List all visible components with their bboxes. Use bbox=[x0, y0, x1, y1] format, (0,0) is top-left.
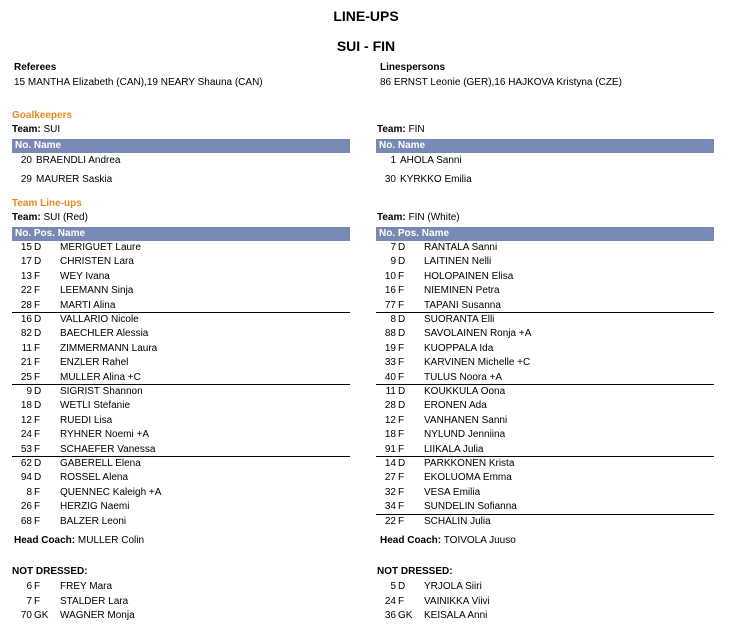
team-label: Team: bbox=[377, 124, 406, 135]
player-position: D bbox=[398, 386, 406, 397]
player-name: SCHALIN Julia bbox=[424, 515, 491, 527]
lineup-row bbox=[376, 255, 714, 269]
player-position: F bbox=[34, 581, 41, 592]
player-number: 40 bbox=[384, 371, 396, 383]
lineup-row bbox=[12, 471, 350, 485]
player-name: SIGRIST Shannon bbox=[60, 386, 143, 397]
not-dressed-row bbox=[12, 595, 350, 609]
player-number: 14 bbox=[384, 458, 396, 469]
player-number: 25 bbox=[20, 371, 32, 383]
player-position: F bbox=[34, 371, 41, 383]
lineup-row bbox=[12, 500, 350, 514]
linespersons-value: 86 ERNST Leonie (GER),16 HAJKOVA Kristyna (CZE) bbox=[380, 77, 622, 88]
player-position: F bbox=[34, 270, 41, 282]
lineup-team-left bbox=[12, 212, 88, 223]
team-label: Team: bbox=[12, 212, 41, 223]
lineup-row bbox=[12, 313, 350, 327]
player-number: 11 bbox=[21, 342, 32, 354]
lineup-header-right: No. Pos. Name bbox=[376, 227, 714, 241]
player-number: 32 bbox=[384, 486, 396, 498]
lineup-row bbox=[12, 515, 350, 529]
player-number: 22 bbox=[20, 285, 32, 297]
player-name: MERIGUET Laure bbox=[60, 242, 141, 253]
match-title: SUI - FIN bbox=[336, 38, 396, 54]
player-number: 70 bbox=[20, 610, 32, 621]
not-dressed-label-right: NOT DRESSED: bbox=[377, 566, 453, 577]
player-position: F bbox=[34, 443, 41, 455]
player-name: LAITINEN Nelli bbox=[424, 256, 492, 268]
lineup-row bbox=[12, 241, 350, 255]
player-number: 18 bbox=[20, 400, 32, 412]
player-position: GK bbox=[398, 610, 413, 621]
lineup-row bbox=[376, 414, 714, 428]
gk-header-left: No. Name bbox=[12, 139, 350, 153]
lineup-row bbox=[376, 486, 714, 500]
lineup-row bbox=[376, 342, 714, 356]
player-position: F bbox=[398, 270, 405, 282]
linespersons-label: Linespersons bbox=[380, 62, 446, 73]
player-name: RUEDI Lisa bbox=[60, 414, 113, 426]
player-position: F bbox=[398, 501, 405, 513]
lineup-row bbox=[376, 299, 714, 313]
player-number: 77 bbox=[384, 299, 396, 311]
lineup-row bbox=[376, 241, 714, 255]
player-name: NYLUND Jenniina bbox=[424, 429, 506, 441]
player-name: STALDER Lara bbox=[60, 595, 129, 607]
player-number: 22 bbox=[384, 515, 396, 527]
lineup-row bbox=[12, 327, 350, 341]
player-name: ZIMMERMANN Laura bbox=[60, 342, 158, 354]
player-name: SUNDELIN Sofianna bbox=[424, 501, 517, 513]
player-name: QUENNEC Kaleigh +A bbox=[60, 486, 162, 498]
lineup-row bbox=[376, 471, 714, 485]
player-number: 33 bbox=[384, 357, 396, 369]
player-number: 16 bbox=[384, 285, 396, 297]
player-number: 7 bbox=[26, 595, 32, 607]
player-position: D bbox=[34, 242, 42, 253]
player-position: F bbox=[34, 357, 41, 369]
player-number: 11 bbox=[385, 386, 396, 397]
player-name: ENZLER Rahel bbox=[60, 357, 129, 369]
player-position: D bbox=[34, 328, 42, 340]
line-separator bbox=[376, 514, 714, 515]
goalkeeper-row bbox=[12, 173, 350, 187]
player-name: RYHNER Noemi +A bbox=[60, 429, 150, 441]
player-position: F bbox=[398, 429, 405, 441]
player-name: WETLI Stefanie bbox=[60, 400, 131, 412]
goalkeeper-row bbox=[376, 154, 714, 168]
player-number: 10 bbox=[384, 270, 396, 282]
player-number: 34 bbox=[384, 501, 396, 513]
player-number: 18 bbox=[384, 429, 396, 441]
player-name: PARKKONEN Krista bbox=[424, 458, 515, 469]
player-number: 12 bbox=[384, 414, 396, 426]
lineup-row bbox=[12, 284, 350, 298]
player-position: F bbox=[398, 443, 405, 455]
player-name: NIEMINEN Petra bbox=[424, 285, 500, 297]
lineup-row bbox=[376, 356, 714, 370]
team-label: Team: bbox=[377, 212, 406, 223]
player-name: SUORANTA Elli bbox=[424, 314, 495, 325]
player-number: 82 bbox=[20, 328, 32, 340]
player-position: D bbox=[398, 314, 406, 325]
referees-label: Referees bbox=[14, 62, 57, 73]
player-number: 26 bbox=[20, 501, 32, 513]
player-name: CHRISTEN Lara bbox=[60, 256, 134, 268]
player-number: 20 bbox=[20, 155, 32, 166]
player-name: RANTALA Sanni bbox=[424, 242, 498, 253]
player-name: GABERELL Elena bbox=[60, 458, 141, 469]
player-name: AHOLA Sanni bbox=[400, 155, 462, 166]
player-position: F bbox=[398, 299, 405, 311]
player-name: KUOPPALA Ida bbox=[424, 342, 494, 354]
player-name: YRJOLA Siiri bbox=[424, 581, 482, 592]
lineup-row bbox=[376, 284, 714, 298]
lineup-row bbox=[376, 399, 714, 413]
lineup-row bbox=[12, 457, 350, 471]
lineups-label: Team Line-ups bbox=[12, 198, 82, 209]
player-number: 29 bbox=[20, 174, 32, 185]
lineup-row bbox=[376, 270, 714, 284]
player-name: KEISALA Anni bbox=[424, 610, 488, 621]
player-position: D bbox=[398, 581, 406, 592]
player-position: D bbox=[34, 386, 42, 397]
player-number: 28 bbox=[384, 400, 396, 412]
head-coach-left bbox=[14, 535, 144, 546]
player-number: 91 bbox=[384, 443, 396, 455]
player-name: MULLER Alina +C bbox=[60, 371, 141, 383]
player-name: VESA Emilia bbox=[424, 486, 481, 498]
player-number: 19 bbox=[384, 342, 396, 354]
player-name: WEY Ivana bbox=[60, 270, 110, 282]
not-dressed-row bbox=[376, 595, 714, 609]
player-number: 36 bbox=[384, 610, 396, 621]
lineup-row bbox=[12, 443, 350, 457]
player-name: TAPANI Susanna bbox=[424, 299, 501, 311]
not-dressed-row bbox=[12, 609, 350, 623]
player-number: 53 bbox=[20, 443, 32, 455]
not-dressed-row bbox=[376, 609, 714, 623]
head-coach-right bbox=[380, 535, 516, 546]
player-name: LIIKALA Julia bbox=[424, 443, 484, 455]
lineup-row bbox=[376, 428, 714, 442]
gk-team-right bbox=[377, 124, 425, 135]
team-name: FIN bbox=[408, 124, 425, 135]
player-position: F bbox=[398, 595, 405, 607]
player-position: F bbox=[34, 285, 41, 297]
player-name: SCHAEFER Vanessa bbox=[60, 443, 156, 455]
player-name: BALZER Leoni bbox=[60, 515, 127, 527]
player-position: F bbox=[398, 414, 405, 426]
lineup-row bbox=[376, 515, 714, 529]
player-name: BRAENDLI Andrea bbox=[36, 155, 121, 166]
player-position: F bbox=[34, 501, 41, 513]
player-position: D bbox=[34, 472, 42, 484]
player-position: F bbox=[398, 342, 405, 354]
player-name: KARVINEN Michelle +C bbox=[424, 357, 531, 369]
player-name: VAINIKKA Viivi bbox=[424, 595, 490, 607]
lineup-row bbox=[12, 385, 350, 399]
player-name: FREY Mara bbox=[60, 581, 113, 592]
lineup-row bbox=[12, 270, 350, 284]
player-position: F bbox=[398, 357, 405, 369]
player-name: LEEMANN Sinja bbox=[60, 285, 134, 297]
lineup-row bbox=[12, 399, 350, 413]
player-position: F bbox=[34, 515, 41, 527]
player-position: F bbox=[398, 486, 405, 498]
lineup-row bbox=[12, 255, 350, 269]
lineup-row bbox=[12, 486, 350, 500]
player-position: D bbox=[398, 400, 406, 412]
player-position: F bbox=[398, 472, 405, 484]
lineup-row bbox=[376, 313, 714, 327]
player-position: D bbox=[398, 242, 406, 253]
player-name: VALLARIO Nicole bbox=[60, 314, 139, 325]
player-name: WAGNER Monja bbox=[60, 610, 135, 621]
player-number: 8 bbox=[26, 486, 32, 498]
player-name: ERONEN Ada bbox=[424, 400, 487, 412]
player-number: 28 bbox=[20, 299, 32, 311]
player-number: 13 bbox=[20, 270, 32, 282]
referees-value: 15 MANTHA Elizabeth (CAN),19 NEARY Shauna (CAN) bbox=[14, 77, 263, 88]
player-position: F bbox=[34, 342, 41, 354]
team-name: FIN (White) bbox=[408, 212, 460, 223]
player-position: D bbox=[34, 256, 42, 268]
player-number: 16 bbox=[20, 314, 32, 325]
player-number: 62 bbox=[20, 458, 32, 469]
lineup-row bbox=[376, 371, 714, 385]
lineup-team-right bbox=[377, 212, 460, 223]
player-position: F bbox=[398, 371, 405, 383]
player-position: F bbox=[34, 486, 41, 498]
player-number: 9 bbox=[390, 256, 396, 268]
player-name: MARTI Alina bbox=[60, 299, 116, 311]
head-coach-label: Head Coach: bbox=[14, 535, 76, 546]
player-position: D bbox=[34, 314, 42, 325]
player-position: D bbox=[34, 458, 42, 469]
player-number: 27 bbox=[384, 472, 396, 484]
player-name: MAURER Saskia bbox=[36, 174, 113, 185]
player-position: F bbox=[34, 595, 41, 607]
player-name: SAVOLAINEN Ronja +A bbox=[424, 328, 532, 340]
player-name: TULUS Noora +A bbox=[424, 371, 503, 383]
team-label: Team: bbox=[12, 124, 41, 135]
team-name: SUI bbox=[43, 124, 61, 135]
lineup-row bbox=[12, 414, 350, 428]
head-coach-name: MULLER Colin bbox=[77, 535, 145, 546]
player-number: 21 bbox=[20, 357, 32, 369]
player-number: 30 bbox=[384, 174, 396, 185]
player-number: 24 bbox=[384, 595, 396, 607]
lineup-row bbox=[376, 500, 714, 514]
goalkeepers-label: Goalkeepers bbox=[12, 110, 73, 121]
team-name: SUI (Red) bbox=[43, 212, 88, 223]
head-coach-name: TOIVOLA Juuso bbox=[443, 535, 516, 546]
player-position: D bbox=[398, 328, 406, 340]
player-position: F bbox=[34, 299, 41, 311]
lineup-row bbox=[12, 428, 350, 442]
player-position: D bbox=[34, 400, 42, 412]
player-position: F bbox=[34, 414, 41, 426]
player-number: 68 bbox=[20, 515, 32, 527]
head-coach-label: Head Coach: bbox=[380, 535, 442, 546]
player-number: 6 bbox=[26, 581, 32, 592]
gk-team-left bbox=[12, 124, 60, 135]
player-number: 1 bbox=[390, 155, 396, 166]
player-position: GK bbox=[34, 610, 49, 621]
player-number: 88 bbox=[384, 328, 396, 340]
lineup-row bbox=[12, 299, 350, 313]
player-number: 17 bbox=[20, 256, 32, 268]
lineup-row bbox=[12, 371, 350, 385]
player-position: F bbox=[34, 429, 41, 441]
player-name: VANHANEN Sanni bbox=[424, 414, 508, 426]
player-number: 5 bbox=[390, 581, 396, 592]
goalkeeper-row bbox=[376, 173, 714, 187]
lineup-row bbox=[12, 356, 350, 370]
player-name: ROSSEL Alena bbox=[60, 472, 129, 484]
player-number: 94 bbox=[20, 472, 32, 484]
lineup-row bbox=[12, 342, 350, 356]
player-number: 12 bbox=[20, 414, 32, 426]
goalkeeper-row bbox=[12, 154, 350, 168]
player-name: KYRKKO Emilia bbox=[400, 174, 472, 185]
not-dressed-row bbox=[376, 580, 714, 594]
player-position: F bbox=[398, 285, 405, 297]
lineup-row bbox=[376, 327, 714, 341]
player-position: D bbox=[398, 256, 406, 268]
player-name: EKOLUOMA Emma bbox=[424, 472, 512, 484]
player-position: F bbox=[398, 515, 405, 527]
player-position: D bbox=[398, 458, 406, 469]
gk-header-right: No. Name bbox=[376, 139, 714, 153]
lineup-header-left: No. Pos. Name bbox=[12, 227, 350, 241]
player-number: 9 bbox=[26, 386, 32, 397]
player-number: 24 bbox=[20, 429, 32, 441]
lineup-row bbox=[376, 457, 714, 471]
page-title: LINE-UPS bbox=[333, 8, 399, 24]
player-name: BAECHLER Alessia bbox=[60, 328, 149, 340]
player-name: HERZIG Naemi bbox=[60, 501, 130, 513]
player-number: 7 bbox=[390, 242, 396, 253]
not-dressed-row bbox=[12, 580, 350, 594]
lineup-row bbox=[376, 443, 714, 457]
not-dressed-label-left: NOT DRESSED: bbox=[12, 566, 88, 577]
player-name: HOLOPAINEN Elisa bbox=[424, 270, 514, 282]
lineup-row bbox=[376, 385, 714, 399]
player-number: 8 bbox=[390, 314, 396, 325]
player-name: KOUKKULA Oona bbox=[424, 386, 506, 397]
player-number: 15 bbox=[20, 242, 32, 253]
